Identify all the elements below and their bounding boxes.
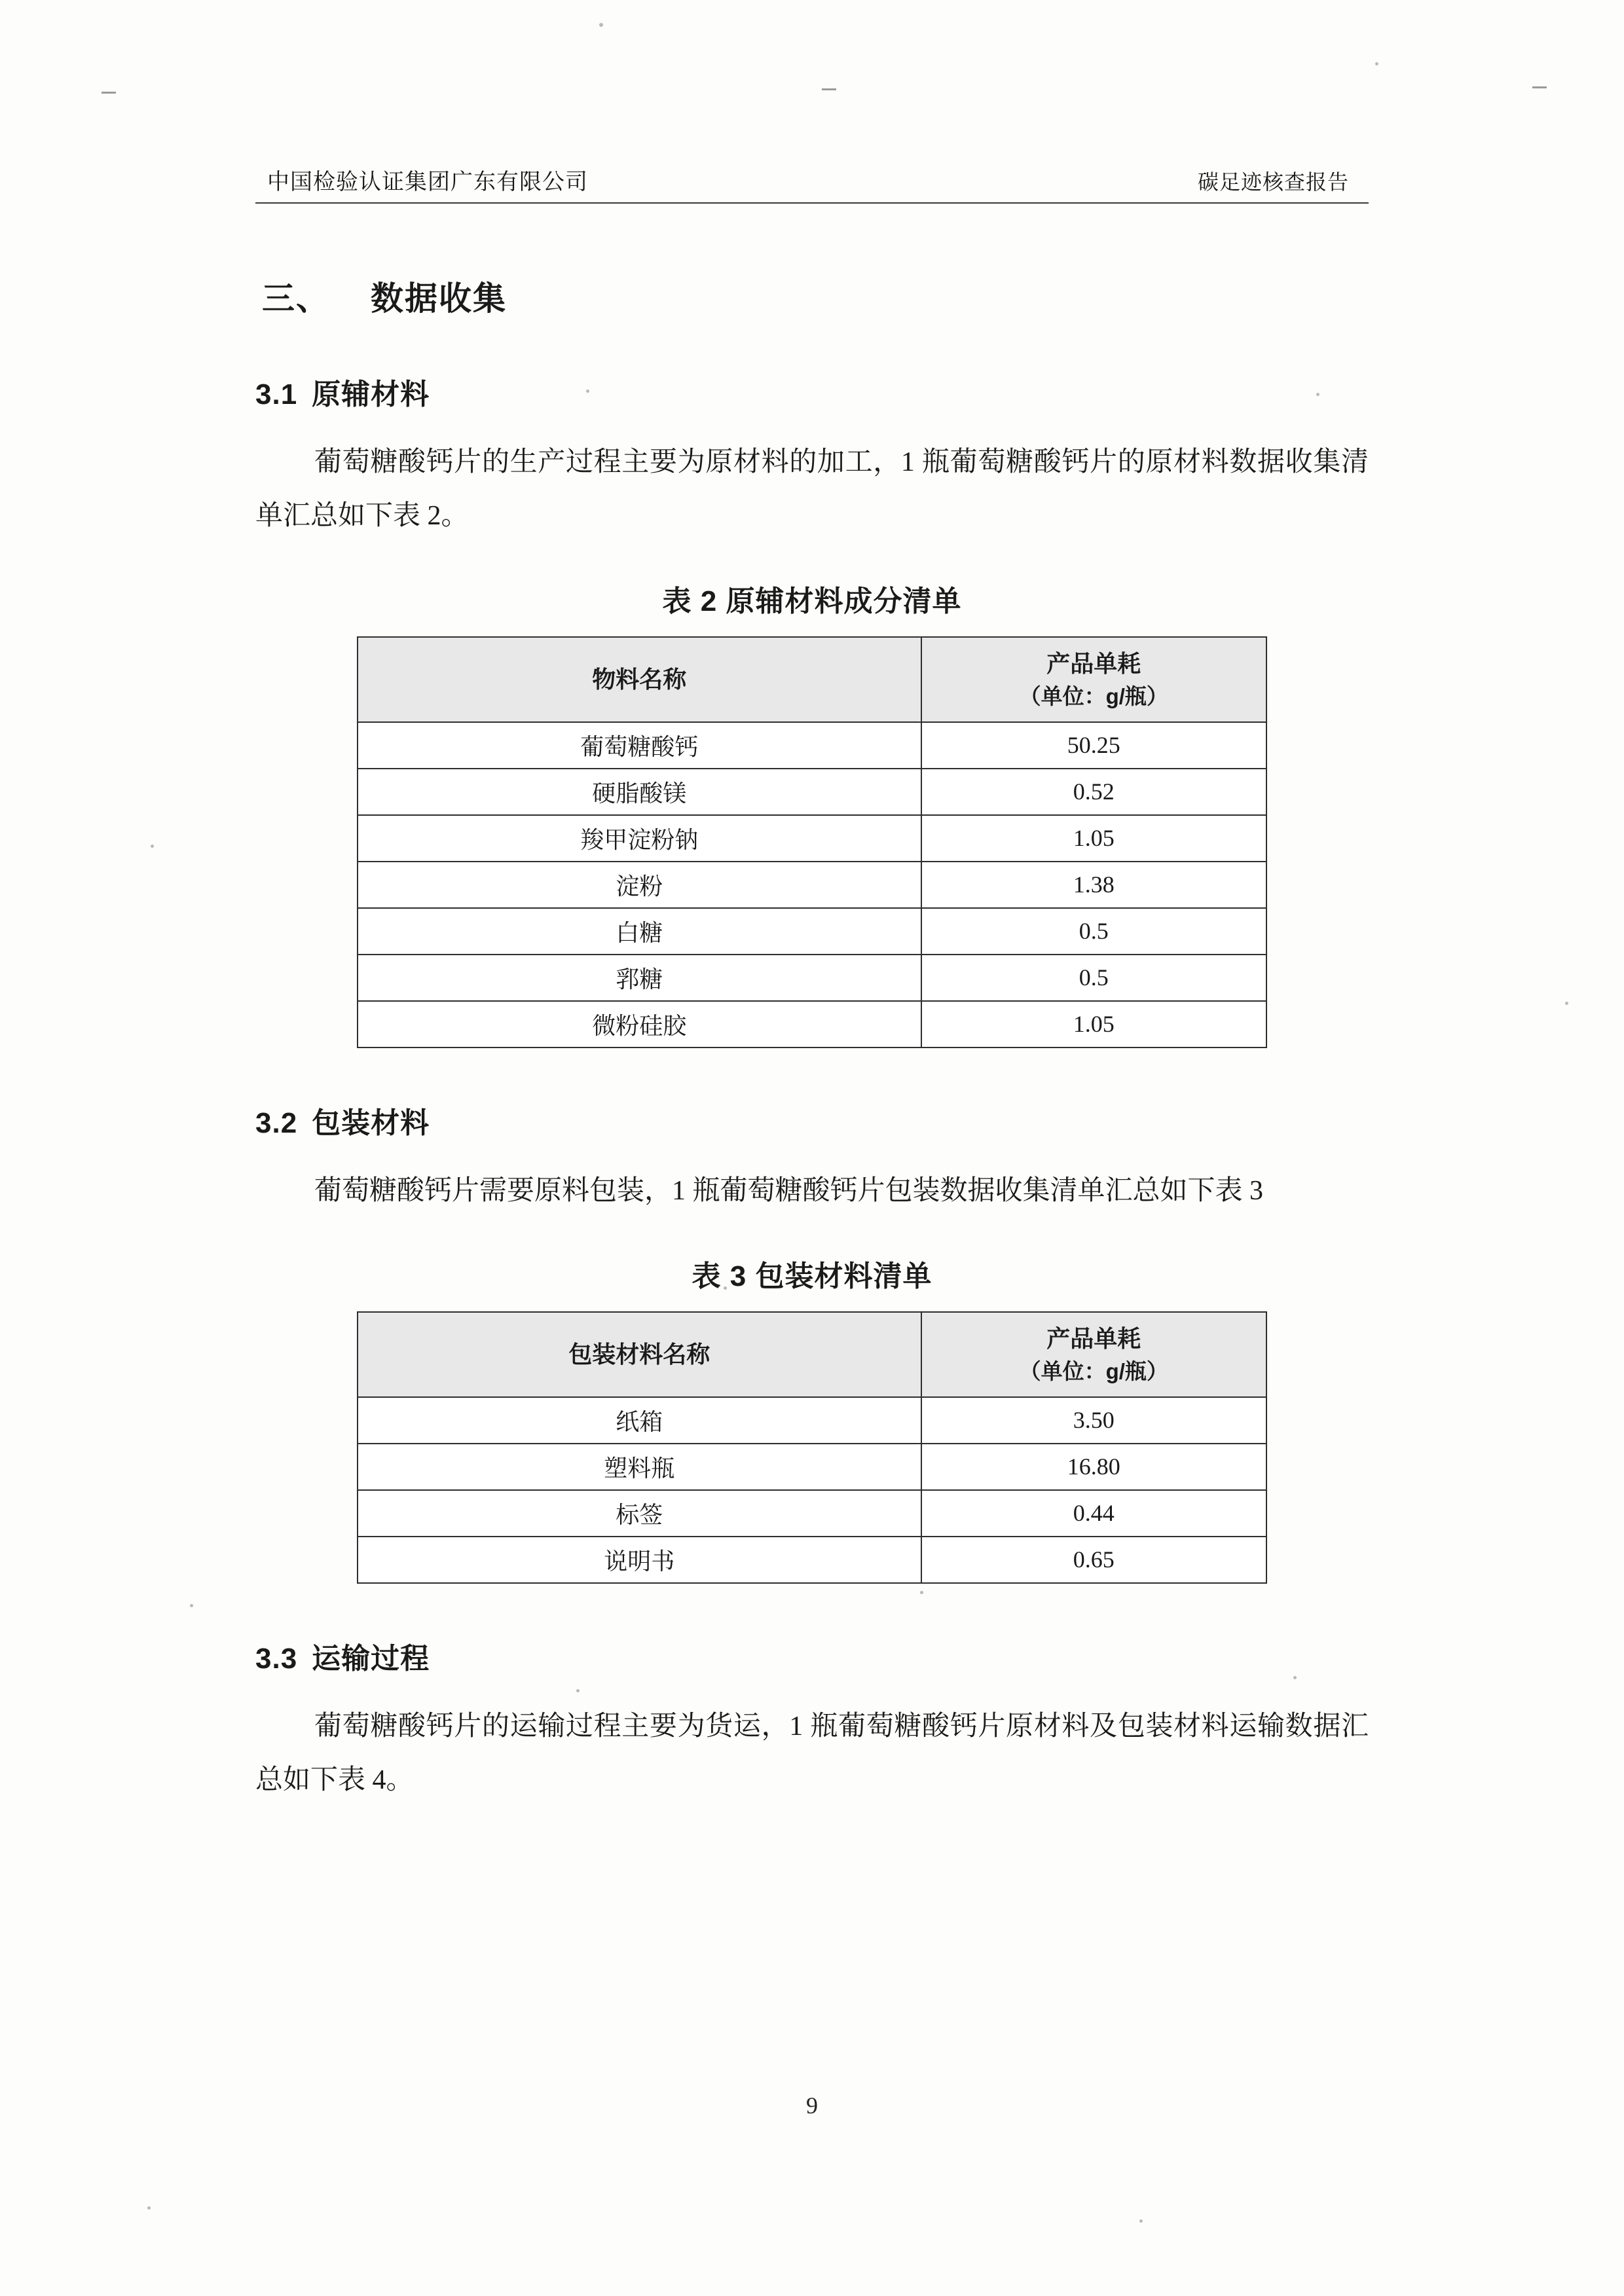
material-value: 0.5	[921, 955, 1266, 1001]
scan-mark	[1532, 86, 1547, 88]
table3-header-material-name: 包装材料名称	[358, 1312, 921, 1397]
table3-header-unit-consumption	[921, 1312, 1266, 1397]
scan-mark	[822, 88, 836, 90]
paragraph-3-2: 葡萄糖酸钙片需要原料包装，1 瓶葡萄糖酸钙片包装数据收集清单汇总如下表 3	[314, 1175, 1264, 1206]
running-header	[255, 164, 1369, 204]
table-raw-materials	[357, 636, 1267, 1048]
packaging-value: 3.50	[921, 1397, 1266, 1444]
subsection-title: 原辅材料	[312, 378, 430, 410]
scan-speck	[1139, 2219, 1143, 2223]
table3-caption: 表 3 包装材料清单	[692, 1260, 932, 1292]
packaging-value: 16.80	[921, 1444, 1266, 1490]
page-number: 9	[806, 2092, 818, 2119]
material-name: 微粉硅胶	[358, 1001, 921, 1048]
section-number: 三、	[262, 280, 330, 317]
table-row	[358, 722, 1266, 769]
table-row	[358, 908, 1266, 955]
table-header-row	[358, 1312, 1266, 1397]
subsection-title: 运输过程	[312, 1642, 430, 1675]
table2-header-material-name: 物料名称	[358, 637, 921, 722]
material-name: 硬脂酸镁	[358, 769, 921, 815]
scan-speck	[1375, 62, 1378, 65]
section-title: 数据收集	[371, 280, 507, 317]
packaging-name: 纸箱	[358, 1397, 921, 1444]
table-row	[358, 1537, 1266, 1583]
table-row	[358, 862, 1266, 908]
table2-header-main: 产品单耗	[1046, 649, 1141, 677]
subsection-number: 3.1	[255, 378, 298, 410]
table2-header-unit: （单位：g/瓶）	[1019, 683, 1168, 708]
material-name: 白糖	[358, 908, 921, 955]
table-row	[358, 815, 1266, 862]
material-value: 1.05	[921, 815, 1266, 862]
scan-speck	[147, 2206, 151, 2210]
subsection-heading-3-3	[255, 1635, 1369, 1677]
packaging-name: 说明书	[358, 1537, 921, 1583]
table3-header-unit: （单位：g/瓶）	[1019, 1358, 1168, 1383]
packaging-value: 0.44	[921, 1490, 1266, 1537]
table3-header-main: 产品单耗	[1046, 1324, 1141, 1352]
table-row	[358, 769, 1266, 815]
material-name: 羧甲淀粉钠	[358, 815, 921, 862]
table-packaging-materials	[357, 1311, 1267, 1584]
packaging-name: 塑料瓶	[358, 1444, 921, 1490]
scan-mark	[101, 92, 116, 94]
subsection-number: 3.2	[255, 1106, 298, 1139]
table-row	[358, 955, 1266, 1001]
material-name: 郛糖	[358, 955, 921, 1001]
scan-speck	[1565, 1002, 1568, 1005]
subsection-heading-3-2	[255, 1099, 1369, 1141]
material-value: 50.25	[921, 722, 1266, 769]
page-content	[255, 164, 1369, 1808]
table2-caption: 表 2 原辅材料成分清单	[662, 585, 962, 617]
table-row	[358, 1397, 1266, 1444]
packaging-name: 标签	[358, 1490, 921, 1537]
subsection-heading-3-1	[255, 371, 1369, 412]
table-row	[358, 1001, 1266, 1048]
material-value: 1.38	[921, 862, 1266, 908]
header-company-name: 中国检验认证集团广东有限公司	[267, 170, 588, 194]
material-name: 葡萄糖酸钙	[358, 722, 921, 769]
table-header-row	[358, 637, 1266, 722]
material-name: 淀粉	[358, 862, 921, 908]
section-heading	[255, 272, 1369, 319]
scan-speck	[151, 845, 154, 848]
scan-speck	[190, 1604, 193, 1607]
scan-speck	[599, 23, 603, 27]
table-row	[358, 1490, 1266, 1537]
table2-header-unit-consumption	[921, 637, 1266, 722]
table-row	[358, 1444, 1266, 1490]
header-document-title: 碳足迹核查报告	[1197, 170, 1349, 194]
material-value: 0.52	[921, 769, 1266, 815]
packaging-value: 0.65	[921, 1537, 1266, 1583]
subsection-number: 3.3	[255, 1642, 298, 1675]
paragraph-3-1: 葡萄糖酸钙片的生产过程主要为原材料的加工，1 瓶葡萄糖酸钙片的原材料数据收集清单汇总如下表 2。	[255, 447, 1369, 531]
paragraph-3-3: 葡萄糖酸钙片的运输过程主要为货运，1 瓶葡萄糖酸钙片原材料及包装材料运输数据汇总如下表 4。	[255, 1711, 1369, 1795]
subsection-title: 包装材料	[312, 1106, 430, 1139]
material-value: 1.05	[921, 1001, 1266, 1048]
material-value: 0.5	[921, 908, 1266, 955]
